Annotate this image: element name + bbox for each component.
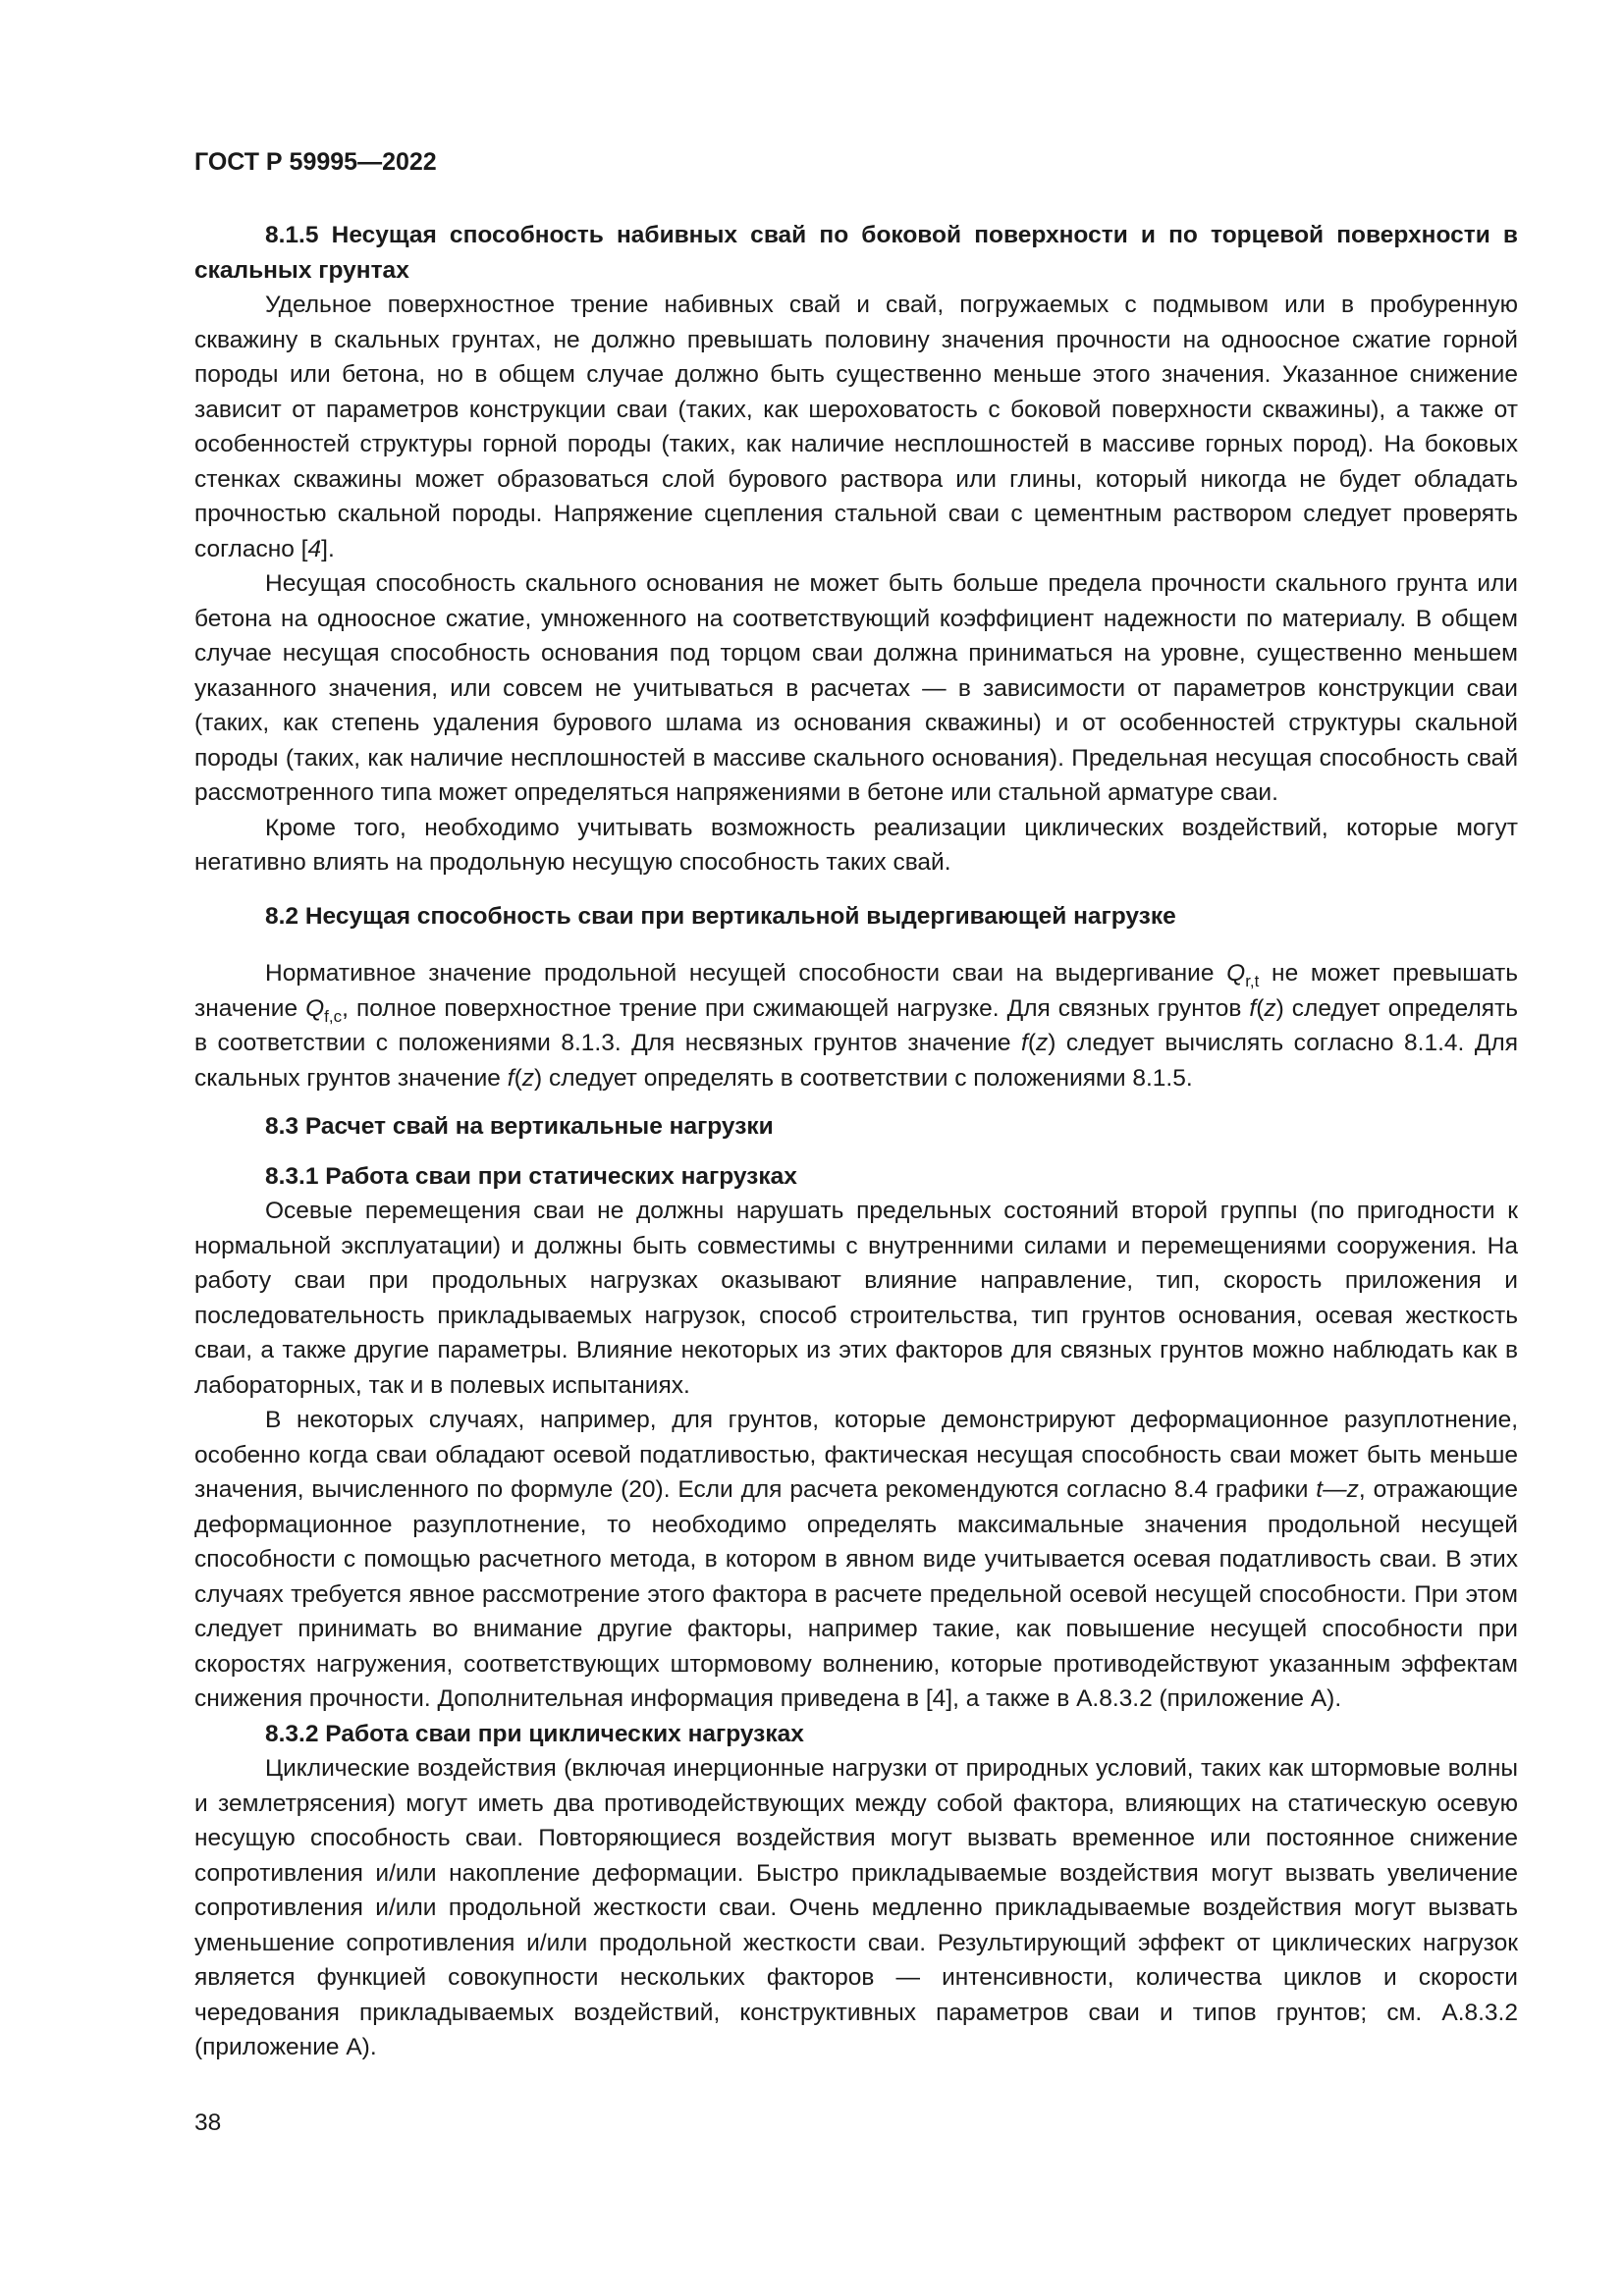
subscript: r,t [1245,972,1260,990]
symbol-f: f [1021,1030,1028,1056]
paren: ( [514,1064,522,1092]
paragraph [194,288,1518,566]
subscript: f,c [324,1006,343,1026]
paragraph: Осевые перемещения сваи не должны нарушать предельных состояний второй группы (по пригодности к нормальной эксплуатации) и должны быть совместимы с внутренними силами и перемещениями сооружения. На работу сваи при продольных нагрузках оказывают влияние направление, тип, скорость приложения и последовательность прикладываемых нагрузок, способ строительства, тип грунтов основания, осевая жесткость сваи, а также другие параметры. Влияние некоторых из этих факторов для связных грунтов можно наблюдать как в лабораторных, так и в полевых испытаниях. [194,1198,1518,1399]
symbol-q: Q [1226,960,1246,987]
paragraph-text: ]. [321,535,335,562]
paragraph: Кроме того, необходимо учитывать возможность реализации циклических воздействий, которые могут негативно влиять на продольную несущую способность таких свай. [194,814,1518,876]
paragraph-text: ) следует определять в соответствии с положениями 8.1.5. [533,1064,1193,1092]
document-page [194,147,1518,2065]
symbol-z: z [521,1064,534,1092]
t-z-graph-symbol: t—z [1316,1476,1359,1503]
section-heading-8-3: 8.3 Расчет свай на вертикальные нагрузки [265,1113,774,1140]
section-heading-8-2: 8.2 Несущая способность сваи при вертикальной выдергивающей нагрузке [265,902,1176,930]
paren: ( [1256,994,1265,1022]
paragraph [194,956,1518,1095]
paragraph-text: , полное поверхностное трение при сжимающей нагрузке. Для связных грунтов [342,994,1250,1022]
paren: ( [1027,1030,1036,1056]
paragraph-text: ) следует вычислять согласно 8.1.4. Для скальных грунтов значение [194,1030,1518,1092]
section-heading-8-1-5: 8.1.5 Несущая способность набивных свай по боковой поверхности и по торцевой поверхности в скальных грунтах [194,222,1518,284]
paragraph-text: Нормативное значение продольной несущей способности сваи на выдергивание [265,960,1227,987]
reference-number: 4 [307,535,322,562]
paragraph: Несущая способность скального основания не может быть больше предела прочности скального грунта или бетона на одноосное сжатие, умноженного на соответствующий коэффициент надежности по материалу. В общем случае несущая способность основания под торцом сваи должна приниматься на уровне, существенно меньшем указанного значения, или совсем не учитываться в расчетах — в зависимости от параметров конструкции сваи (таких, как степень удаления бурового шлама из основания скважины) и от особенностей структуры скальной породы (таких, как наличие несплошностей в массиве скального основания). Предельная несущая способность свай рассмотренного типа может определяться напряжениями в бетоне или стальной арматуре сваи. [194,570,1518,806]
paragraph-text: ) следует определять в соответствии с положениями 8.1.3. Для несвязных грунтов значение [194,994,1518,1056]
paragraph: Циклические воздействия (включая инерционные нагрузки от природных условий, таких как штормовые волны и землетрясения) могут иметь два противодействующих между собой фактора, влияющих на статическую осевую несущую способность сваи. Повторяющиеся воздействия могут вызвать временное или постоянное снижение сопротивления и/или накопление деформации. Быстро прикладываемые воздействия могут вызвать увеличение сопротивления и/или продольной жесткости сваи. Очень медленно прикладываемые воздействия могут вызвать уменьшение сопротивления и/или продольной жесткости сваи. Результирующий эффект от циклических нагрузок является функцией совокупности нескольких факторов — интенсивности, количества циклов и скорости чередования прикладываемых воздействий, конструктивных параметров сваи и типов грунтов; см. А.8.3.2 (приложение А). [194,1755,1518,2060]
section-heading-8-3-1: 8.3.1 Работа сваи при статических нагрузках [265,1162,797,1190]
symbol-f: f [507,1064,514,1092]
symbol-z: z [1036,1030,1049,1056]
paragraph-text: В некоторых случаях, например, для грунтов, которые демонстрируют деформационное разуплотнение, особенно когда сваи обладают осевой податливостью, фактическая несущая способность сваи может быть меньше значения, вычисленного по формуле (20). Если для расчета рекомендуются согласно 8.4 графики [194,1407,1518,1503]
paragraph-text: , отражающие деформационное разуплотнение, то необходимо определять максимальные значения продольной несущей способности с помощью расчетного метода, в котором в явном виде учитывается осевая податливость сваи. В этих случаях требуется явное рассмотрение этого фактора в расчете предельной осевой несущей способности. При этом следует принимать во внимание другие факторы, например такие, как повышение несущей способности при скоростях нагружения, соответствующих штормовому волнению, которые противодействуют указанным эффектам снижения прочности. Дополнительная информация приведена в [4], а также в А.8.3.2 (приложение А). [194,1476,1518,1712]
paragraph-text: Удельное поверхностное трение набивных свай и свай, погружаемых с подмывом или в пробуренную скважину в скальных грунтах, не должно превышать половину значения прочности на одноосное сжатие горной породы или бетона, но в общем случае должно быть существенно меньше этого значения. Указанное снижение зависит от параметров конструкции сваи (таких, как шероховатость с боковой поверхности скважины), а также от особенностей структуры горной породы (таких, как наличие несплошностей в массиве горных пород). На боковых стенках скважины может образоваться слой бурового раствора или глины, который никогда не будет обладать прочностью скальной породы. Напряжение сцепления стальной сваи с цементным раствором следует проверять согласно [ [194,292,1518,562]
symbol-f: f [1249,994,1257,1022]
symbol-q: Q [305,994,325,1022]
paragraph-text: не может превышать значение [194,960,1518,1022]
section-heading-8-3-2: 8.3.2 Работа сваи при циклических нагрузках [265,1720,804,1747]
document-id: ГОСТ Р 59995—2022 [194,148,437,176]
symbol-z: z [1264,994,1276,1022]
page-number: 38 [194,2109,222,2136]
paragraph [194,1403,1518,1717]
